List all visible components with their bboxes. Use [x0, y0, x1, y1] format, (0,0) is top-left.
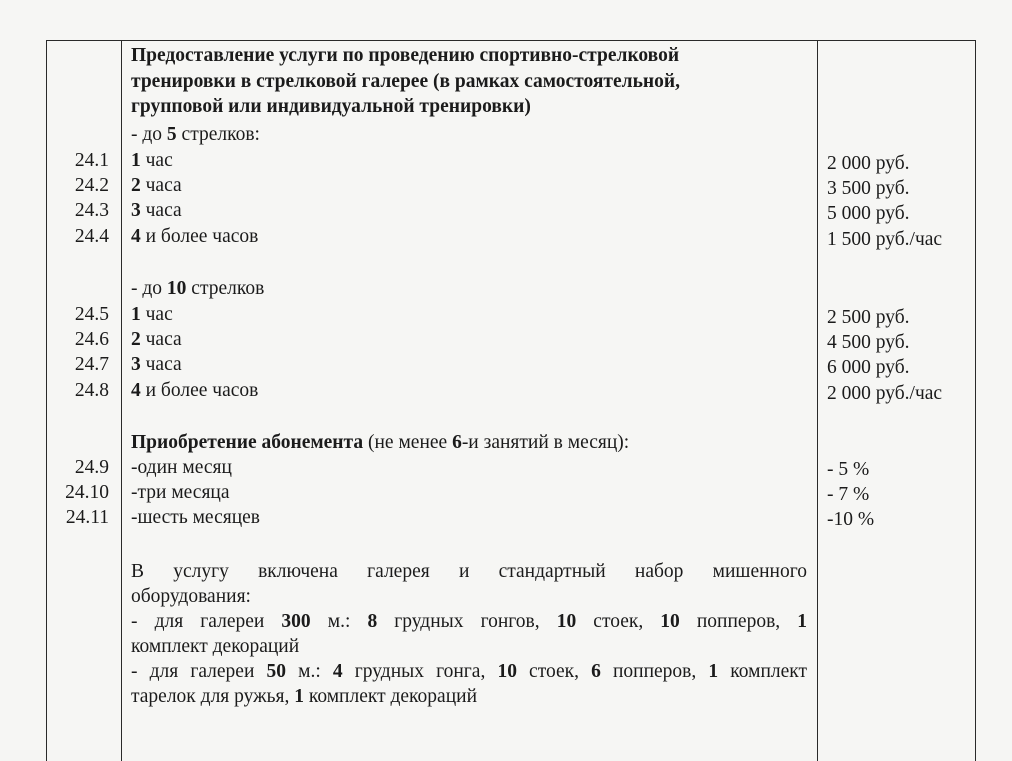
row-description: 4 и более часов [131, 226, 259, 247]
row-description: 1 час [131, 304, 173, 325]
row-price: 3 500 руб. [827, 178, 910, 199]
row-price: 2 000 руб./час [827, 383, 943, 404]
row-description: 2 часа [131, 329, 182, 350]
row-price: 2 000 руб. [827, 153, 910, 174]
row-description: 3 часа [131, 354, 182, 375]
service-heading [131, 43, 811, 120]
row-discount: - 7 % [827, 484, 870, 505]
column-divider-2 [817, 41, 818, 761]
row-number: 24.9 [74, 457, 109, 478]
row-description: 1 час [131, 150, 173, 171]
row-price: 2 500 руб. [827, 307, 910, 328]
gallery-50-line: - для галереи 50 м.: 4 грудных гонга, 10 стоек, 6 попперов, 1 комплект [131, 661, 808, 682]
group-2-title: - до 10 стрелков [131, 278, 265, 299]
gallery-300-line-2: комплект декораций [131, 636, 300, 657]
row-number: 24.6 [74, 329, 109, 350]
row-number: 24.5 [74, 304, 109, 325]
row-discount: -10 % [827, 509, 875, 530]
row-description: -один месяц [131, 457, 232, 478]
heading-line: Предоставление услуги по проведению спортивно-стрелковой [131, 45, 680, 66]
row-number: 24.1 [74, 150, 109, 171]
price-table [46, 40, 976, 761]
row-number: 24.4 [74, 226, 109, 247]
heading-line: групповой или индивидуальной тренировки) [131, 96, 531, 117]
gallery-300-line: - для галереи 300 м.: 8 грудных гонгов, 10 стоек, 10 попперов, 1 [131, 611, 807, 632]
column-divider-1 [121, 41, 122, 761]
gallery-50-line-2: тарелок для ружья, 1 комплект декораций [131, 686, 478, 707]
included-line: оборудования: [131, 586, 251, 607]
row-number: 24.8 [74, 380, 109, 401]
row-description: 4 и более часов [131, 380, 259, 401]
row-price: 6 000 руб. [827, 357, 910, 378]
row-number: 24.11 [65, 507, 109, 528]
row-number: 24.7 [74, 354, 109, 375]
row-description: -три месяца [131, 482, 230, 503]
row-number: 24.2 [74, 175, 109, 196]
heading-line: тренировки в стрелковой галерее (в рамках самостоятельной, [131, 70, 680, 92]
row-number: 24.10 [65, 482, 109, 503]
subscription-title: Приобретение абонемента (не менее 6-и занятий в месяц): [131, 432, 630, 453]
row-description: 2 часа [131, 175, 182, 196]
row-price: 5 000 руб. [827, 203, 910, 224]
row-description: 3 часа [131, 200, 182, 221]
row-price: 1 500 руб./час [827, 229, 943, 250]
row-discount: - 5 % [827, 459, 870, 480]
row-price: 4 500 руб. [827, 332, 910, 353]
included-equipment-text [131, 559, 807, 709]
included-line: В услугу включена галерея и стандартный набор мишенного [131, 561, 807, 582]
row-number: 24.3 [74, 200, 109, 221]
group-1-title: - до 5 стрелков: [131, 124, 260, 145]
row-description: -шесть месяцев [131, 507, 260, 528]
